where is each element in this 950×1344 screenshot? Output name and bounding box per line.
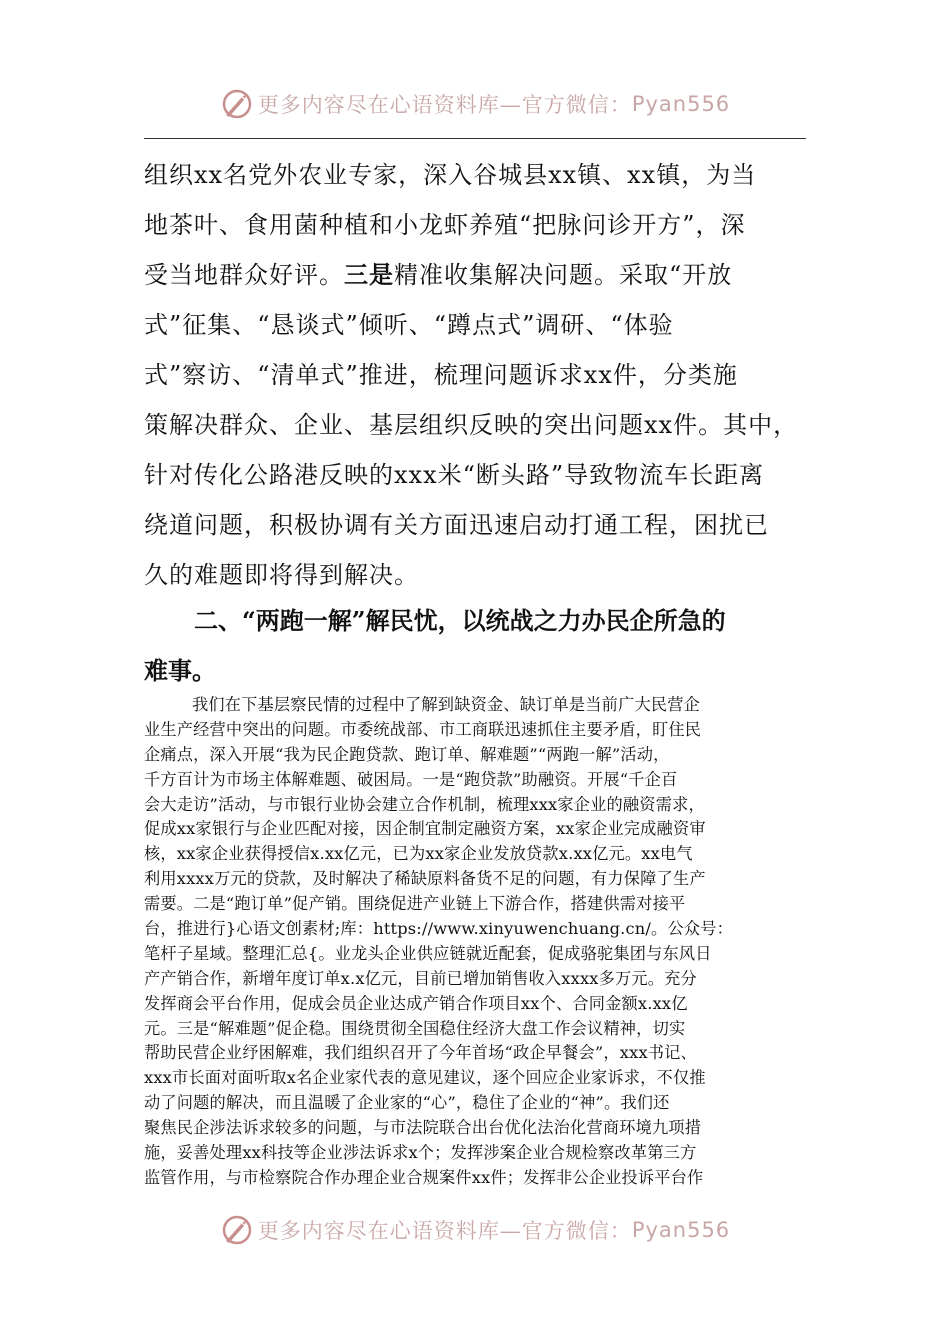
- banner-contact: Pyan556: [631, 92, 731, 116]
- bold-lead: 三是: [344, 260, 394, 289]
- paragraph-line: 发挥商会平台作用，促成会员企业达成产销合作项目xx个、合同金额x.xx亿: [144, 993, 688, 1013]
- paragraph-line: 监管作用，与市检察院合作办理企业合规案件xx件；发挥非公企业投诉平台作: [144, 1167, 704, 1187]
- text-line: 久的难题即将得到解决。: [144, 561, 419, 589]
- paragraph-line: 动了问题的解决，而且温暖了企业家的“心”，稳住了企业的“神”。我们还: [144, 1093, 670, 1113]
- section-1-text: [144, 150, 806, 600]
- text-line: 绕道问题，积极协调有关方面迅速启动打通工程，困扰已: [144, 511, 769, 539]
- footer-banner: [0, 1208, 950, 1252]
- paragraph-line: 利用xxxx万元的贷款，及时解决了稀缺原料备货不足的问题，有力保障了生产: [144, 869, 706, 889]
- paragraph-line: 施，妥善处理xx科技等企业涉法诉求x个；发挥涉案企业合规检察改革第三方: [144, 1143, 697, 1163]
- banner-text: 更多内容尽在心语资料库—官方微信：: [257, 1219, 632, 1243]
- paragraph-line: 企痛点，深入开展“我为民企跑贷款、跑订单、解难题”“两跑一解”活动，: [144, 744, 670, 764]
- paragraph-line: 帮助民营企业纾困解难，我们组织召开了今年首场“政企早餐会”，xxx书记、: [144, 1043, 697, 1063]
- paragraph-line: 千方百计为市场主体解难题、破困局。一是“跑贷款”助融资。开展“千企百: [144, 769, 678, 789]
- paragraph-line: 产产销合作，新增年度订单x.x亿元，目前已增加销售收入xxxx多万元。充分: [144, 968, 697, 988]
- text-line-start: 受当地群众好评。: [144, 261, 344, 289]
- paragraph-line: 我们在下基层察民情的过程中了解到缺资金、缺订单是当前广大民营企: [192, 695, 701, 714]
- section-2-paragraph: [144, 693, 806, 1191]
- text-line: 式”察访、“清单式”推进，梳理问题诉求xx件，分类施: [144, 361, 738, 389]
- paragraph-line: 元。三是“解难题”促企稳。围绕贯彻全国稳住经济大盘工作会议精神，切实: [144, 1018, 686, 1038]
- text-line: 地茶叶、食用菌种植和小龙虾养殖“把脉问诊开方”，深: [144, 211, 746, 239]
- text-line: [144, 250, 806, 300]
- header-divider: [144, 138, 806, 139]
- section-2-heading: [144, 596, 806, 696]
- paragraph-line: 台，推进行}心语文创素材;库：https://www.xinyuwenchuang.cn/。公众号：: [144, 919, 733, 939]
- banner-contact: Pyan556: [631, 1218, 731, 1242]
- paragraph-line: 聚焦民企涉法诉求较多的问题，与市法院联合出台优化法治化营商环境九项措: [144, 1118, 702, 1138]
- pen-nib-logo-icon: [220, 1213, 254, 1247]
- text-line: 组织xx名党外农业专家，深入谷城县xx镇、xx镇，为当: [144, 161, 757, 189]
- paragraph-line: xxx市长面对面听取x名企业家代表的意见建议，逐个回应企业家诉求，不仅推: [144, 1068, 706, 1088]
- text-line-rest: 精准收集解决问题。采取“开放: [394, 261, 733, 289]
- paragraph-line: 业生产经营中突出的问题。市委统战部、市工商联迅速抓住主要矛盾，盯住民: [144, 719, 702, 739]
- header-banner: [0, 82, 950, 126]
- pen-nib-logo-icon: [220, 87, 254, 121]
- heading-line-2: 难事。: [144, 656, 216, 685]
- paragraph-line: 需要。二是“跑订单”促产销。围绕促进产业链上下游合作，搭建供需对接平: [144, 894, 686, 914]
- text-line: 针对传化公路港反映的xxx米“断头路”导致物流车长距离: [144, 461, 765, 489]
- heading-line-1: 二、“两跑一解”解民忧，以统战之力办民企所急的: [194, 606, 726, 635]
- text-line: 式”征集、“恳谈式”倾听、“蹲点式”调研、“体验: [144, 311, 674, 339]
- paragraph-line: 核，xx家企业获得授信x.xx亿元，已为xx家企业发放贷款x.xx亿元。xx电气: [144, 844, 693, 864]
- paragraph-line: 笔杆子星域。整理汇总{。业龙头企业供应链就近配套，促成骆驼集团与东风日: [144, 943, 712, 963]
- text-line: 策解决群众、企业、基层组织反映的突出问题xx件。其中，: [144, 411, 799, 439]
- banner-text: 更多内容尽在心语资料库—官方微信：: [257, 93, 632, 117]
- paragraph-line: 会大走访”活动，与市银行业协会建立合作机制，梳理xxx家企业的融资需求，: [144, 794, 705, 814]
- paragraph-line: 促成xx家银行与企业匹配对接，因企制宜制定融资方案，xx家企业完成融资审: [144, 819, 706, 839]
